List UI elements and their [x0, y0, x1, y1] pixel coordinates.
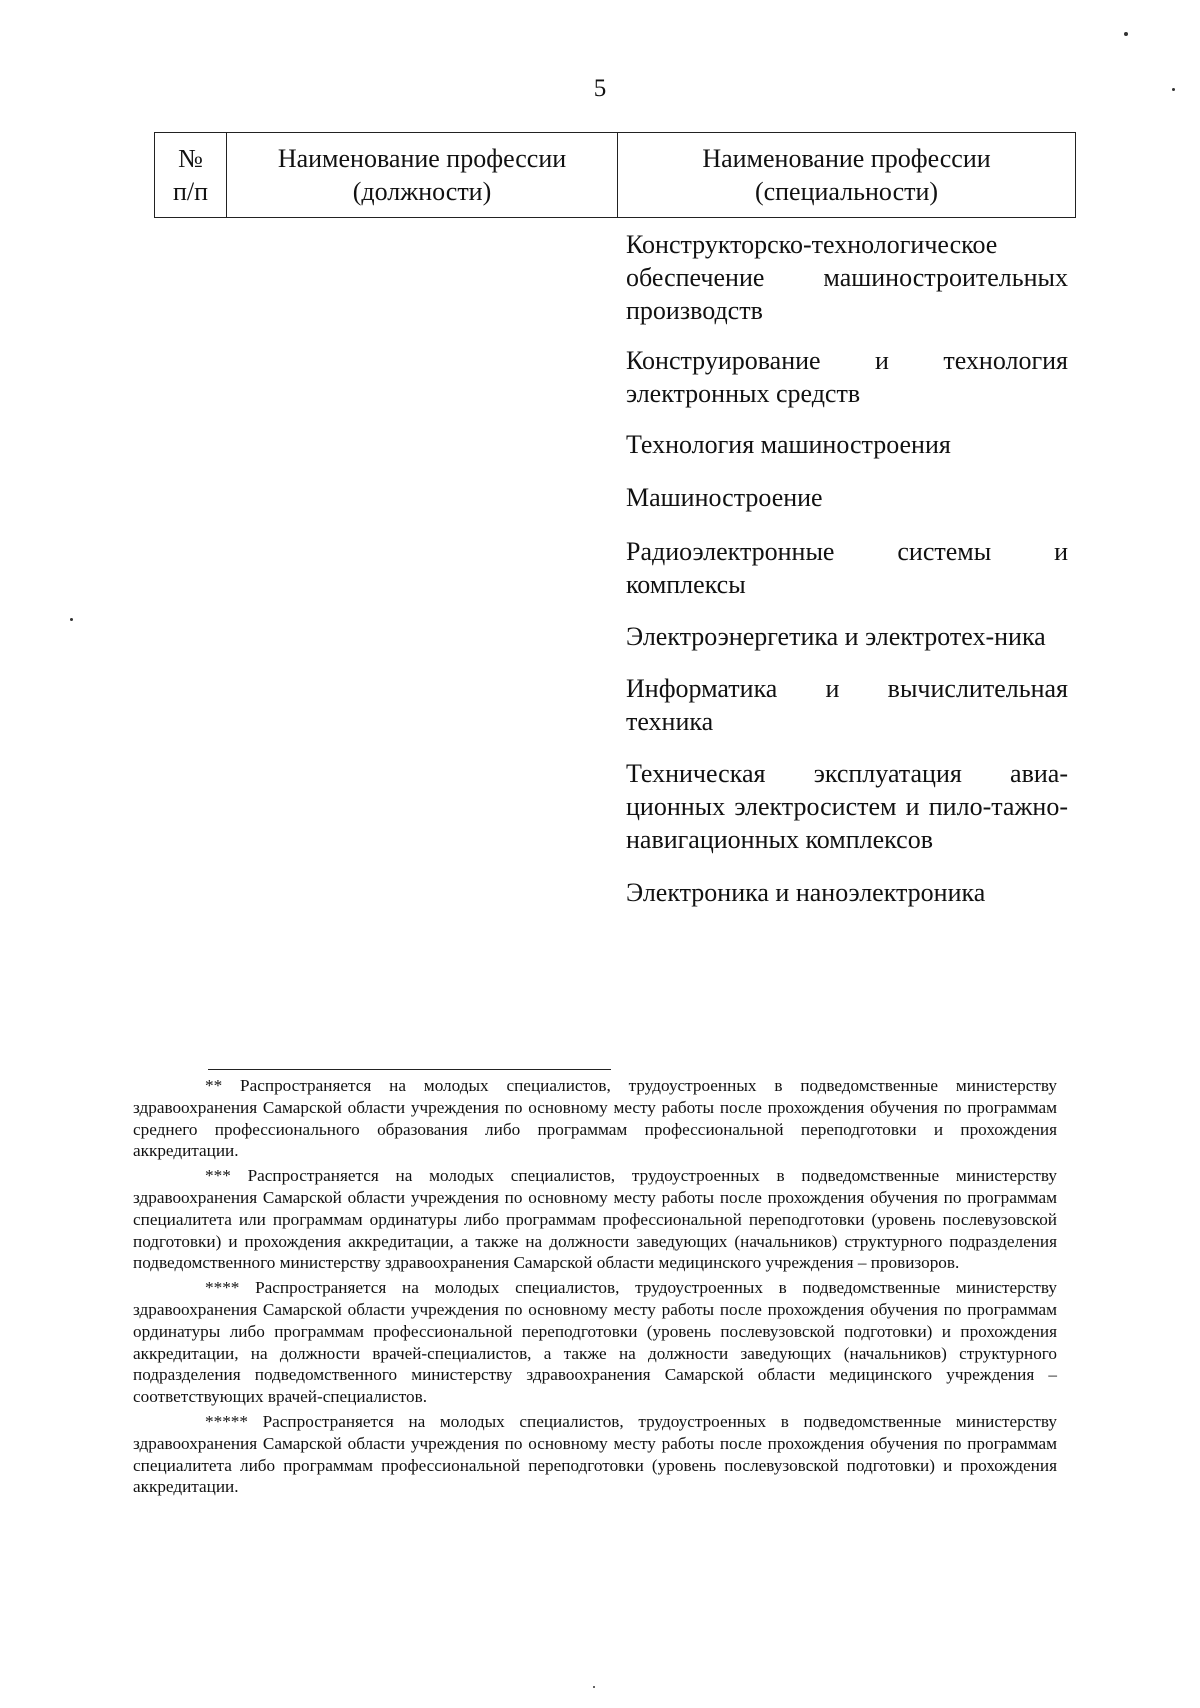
header-cell-number: [155, 133, 227, 217]
scan-speck: [1172, 88, 1175, 91]
footnote-text: Распространяется на молодых специалистов, трудоустроенных в подведомственные министерству здравоохранения Самарской области учреждения по основному месту работы после прохождения обучения по программам специалитета или программам ординатуры либо программам профессиональной переподготовки (уровень послевузовской подготовки) и прохождения аккредитации, а также на должности заведующих (начальников) структурного подразделения подведомственного министерству здравоохранения Самарской области медицинского учреждения – провизоров.: [133, 1166, 1057, 1273]
footnote-marker: *****: [205, 1411, 248, 1431]
scan-speck: [70, 618, 73, 621]
header-number-label: №: [178, 144, 203, 173]
specialty-item: Информатика и вычислительная техника: [626, 674, 1068, 736]
footnote-marker: ***: [205, 1166, 231, 1186]
page-number: 5: [593, 75, 607, 102]
footnote-text: Распространяется на молодых специалистов, трудоустроенных в подведомственные министерству здравоохранения Самарской области учреждения по основному месту работы после прохождения обучения по программам среднего профессионального образования либо программам профессиональной переподготовки и прохождения аккредитации.: [133, 1076, 1057, 1161]
header-specialty-label: Наименование профессии: [702, 144, 991, 173]
header-position-sublabel: (должности): [352, 177, 492, 206]
footnote-3: [133, 1277, 1057, 1408]
footnote-text: Распространяется на молодых специалистов, трудоустроенных в подведомственные министерству здравоохранения Самарской области учреждения по основному месту работы после прохождения обучения по программам специалитета либо программам профессиональной переподготовки (уровень послевузовской подготовки) и прохождения аккредитации.: [133, 1411, 1057, 1497]
specialty-list: [626, 228, 1068, 909]
footnotes: [133, 1075, 1057, 1501]
table-header: [154, 132, 1076, 218]
header-specialty-sublabel: (специальности): [754, 177, 939, 206]
footnote-1: [133, 1075, 1057, 1162]
footnote-separator: [208, 1069, 611, 1070]
footnote-marker: **: [205, 1076, 223, 1095]
scan-speck: [593, 1686, 595, 1688]
specialty-item: Электроэнергетика и электротех-ника: [626, 622, 1046, 651]
specialty-item: Конструкторско-технологическое обеспечение машиностроительных производств: [626, 230, 1068, 325]
specialty-item: Технология машиностроения: [626, 430, 951, 459]
header-cell-specialty: [618, 133, 1075, 217]
footnote-2: [133, 1165, 1057, 1274]
scan-speck: [1124, 32, 1128, 36]
header-number-sublabel: п/п: [172, 177, 209, 206]
header-position-label: Наименование профессии: [277, 144, 567, 173]
footnote-text: Распространяется на молодых специалистов, трудоустроенных в подведомственные министерству здравоохранения Самарской области учреждения по основному месту работы после прохождения обучения по программам ординатуры либо программам профессиональной переподготовки (уровень послевузовской подготовки) и прохождения аккредитации, на должности врачей-специалистов, а также на должности заведующих (начальников) структурного подразделения подведомственного министерству здравоохранения Самарской области медицинского учреждения – соответствующих врачей-специалистов.: [133, 1278, 1057, 1407]
specialty-item: Машиностроение: [626, 483, 823, 512]
specialty-item: Конструирование и технология электронных средств: [626, 346, 1068, 408]
header-cell-position: [227, 133, 618, 217]
footnote-marker: ****: [205, 1278, 240, 1298]
specialty-item: Радиоэлектронные системы и комплексы: [626, 537, 1068, 599]
specialty-item: Электроника и наноэлектроника: [626, 878, 986, 907]
footnote-4: [133, 1411, 1057, 1498]
specialty-item: Техническая эксплуатация авиа-ционных электросистем и пило-тажно-навигационных комплексов: [626, 759, 1068, 854]
